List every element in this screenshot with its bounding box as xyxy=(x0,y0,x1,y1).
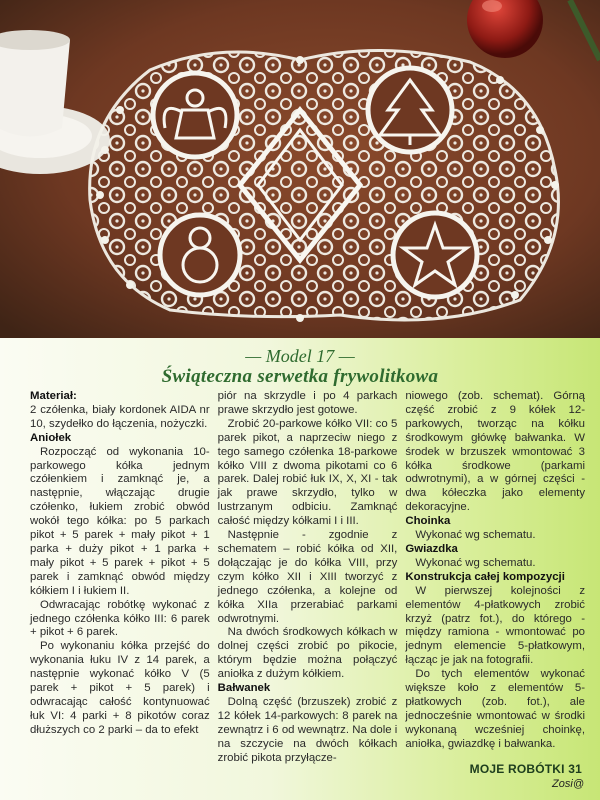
instruction-paragraph: W pierwszej kolejności z elementów 4-płatkowych zrobić krzyż (patrz fot.), do którego - między ramiona - wmontować po jednym elemencie 5-płatkowym, łącząc je jak na fotografii. xyxy=(405,584,586,667)
section-heading: Konstrukcja całej kompozycji xyxy=(405,570,565,583)
instruction-paragraph: Wykonać wg schematu. xyxy=(415,556,536,569)
instruction-paragraph: Odwracając robótkę wykonać z jednego czółenka kółko III: 6 parek + pikot + 6 parek. xyxy=(30,598,210,639)
instruction-paragraph: Rozpocząć od wykonania 10-parkowego kółka jednym czółenkiem i zamknąć je, a następnie, włączając drugie czółenko, łukiem zrobić obwód wokół tego kółka: po 5 parkach pikot + 5 parek + mały pikot + 1 parka + duży pikot + 1 parka + mały pikot + 5 parek + pikot + 5 parek i zamknąć obwód między kółkiem I i łukiem II. xyxy=(30,445,210,597)
scan-signature: Zosi@ xyxy=(552,778,584,790)
instruction-paragraph: piór na skrzydle i po 4 parkach prawe skrzydło jest gotowe. xyxy=(217,390,398,416)
instruction-paragraph: niowego (zob. schemat). Górną część zrobić z 9 kółek 12-parkowych, tworząc na kółku środkowym główkę bałwanka. W środek w brzuszek wmontować 3 kółka środkowe (parkami odwrotnymi), a w górnej części - dwa kółeczka jako elementy dekoracyjne. xyxy=(405,390,586,514)
section-heading: Gwiazdka xyxy=(405,542,458,555)
instructions-column-2 xyxy=(218,390,398,770)
pattern-header xyxy=(0,346,600,388)
instruction-paragraph: 2 czółenka, biały kordonek AIDA nr 10, szydełko do łączenia, nożyczki. xyxy=(30,403,210,430)
instruction-paragraph: Na dwóch środkowych kółkach w dolnej części zrobić po pikocie, którym będzie można połączyć aniołka z dużym kółkiem. xyxy=(217,626,398,681)
instruction-paragraph: Do tych elementów wykonać większe koło z elementów 5-płatkowych (zob. fot.), ale jednocześnie wmontować w środki wykonaną wcześniej choinkę, aniołka, gwiazdkę i bałwanka. xyxy=(405,668,586,750)
doily-photo xyxy=(0,0,600,338)
instructions-columns xyxy=(30,390,585,770)
instruction-paragraph: Po wykonaniu kółka przejść do wykonania łuku IV z 14 parek, a następnie wykonać kółko V (5 parek + pikot + 5 parek) i odwracając całość kontynuować łuk VI: 4 parki + 8 pikotów coraz dłuższych co 2 parki – da to efekt xyxy=(30,640,210,736)
section-heading: Choinka xyxy=(405,515,451,528)
section-heading: Aniołek xyxy=(30,431,72,444)
model-number: — Model 17 — xyxy=(245,346,355,366)
instructions-column-3 xyxy=(405,390,585,770)
instruction-paragraph: Dolną część (brzuszek) zrobić z 12 kółek 14-parkowych: 8 parek na zewnątrz i 6 od wewnątrz. Na dole i na szczycie na dwóch kółkach zrobić pikota przyłącze- xyxy=(217,695,398,764)
instructions-column-1 xyxy=(30,390,210,770)
instruction-paragraph: Następnie - zgodnie z schematem – robić kółka od XII, dołączając je do kółka VIII, przy czym kółko XII i XIII tworzyć z jednego czółenka, a kolejne od kółka XIIa przerabiać parkami odwrotnymi. xyxy=(217,529,398,625)
doily-illustration xyxy=(0,0,600,338)
page-footer: MOJE ROBÓTKI 31 xyxy=(469,762,582,776)
instruction-paragraph: Wykonać wg schematu. xyxy=(415,529,536,542)
section-heading: Bałwanek xyxy=(217,682,271,695)
instruction-paragraph: Zrobić 20-parkowe kółko VII: co 5 parek pikot, a naprzeciw niego z tego samego czółenka 18-parkowe kółko VIII z dwoma pikotami co 6 parek. Dalej robić łuk IX, X, XI - tak jak prawe skrzydło, tylko w lustrzanym odbiciu. Zamknąć całość między kółkami I i III. xyxy=(217,417,398,528)
pattern-title: Świąteczna serwetka frywolitkowa xyxy=(161,366,439,387)
section-heading: Materiał: xyxy=(30,390,77,402)
